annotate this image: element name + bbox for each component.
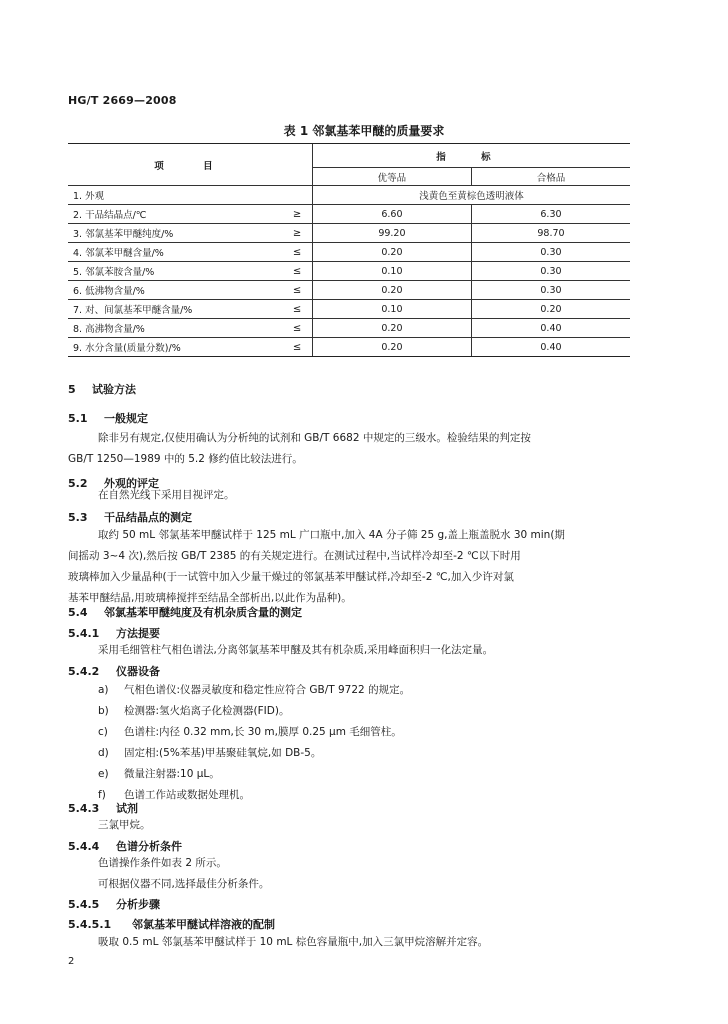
paragraph-line: 除非另有规定,仅使用确认为分析纯的试剂和 GB/T 6682 中规定的三级水。检验结果的判定按 bbox=[98, 432, 531, 444]
row-value-1: 0.10 bbox=[312, 262, 471, 281]
list-label: b) bbox=[98, 705, 109, 717]
row-item: 6. 低沸物含量/% bbox=[68, 281, 282, 300]
paragraph-line: GB/T 1250—1989 中的 5.2 修约值比较法进行。 bbox=[68, 453, 303, 465]
row-value-2: 98.70 bbox=[471, 224, 630, 243]
section-title: 邻氯基苯甲醚纯度及有机杂质含量的测定 bbox=[104, 606, 302, 619]
paragraph-line: 在自然光线下采用目视评定。 bbox=[98, 489, 235, 501]
section-5-1-heading bbox=[68, 410, 148, 426]
header-grade-1: 优等品 bbox=[312, 168, 471, 186]
header-item: 项 目 bbox=[68, 144, 312, 186]
list-text: 微量注射器:10 μL。 bbox=[124, 768, 220, 780]
row-op: ≤ bbox=[282, 262, 312, 281]
list-label: c) bbox=[98, 726, 108, 738]
table-header-row bbox=[68, 144, 630, 168]
section-title: 色谱分析条件 bbox=[116, 840, 182, 853]
table-row bbox=[68, 224, 630, 243]
row-op bbox=[282, 186, 312, 205]
row-item: 2. 干品结晶点/℃ bbox=[68, 205, 282, 224]
header-grade-2: 合格品 bbox=[471, 168, 630, 186]
row-value-2: 0.40 bbox=[471, 319, 630, 338]
row-op: ≤ bbox=[282, 319, 312, 338]
standard-code: HG/T 2669—2008 bbox=[68, 94, 177, 107]
list-text: 色谱柱:内径 0.32 mm,长 30 m,膜厚 0.25 μm 毛细管柱。 bbox=[124, 726, 402, 738]
row-value-2: 0.20 bbox=[471, 300, 630, 319]
section-number: 5.4.5 bbox=[68, 898, 100, 911]
list-item bbox=[98, 743, 321, 763]
paragraph-line: 玻璃棒加入少量晶种(于一试管中加入少量干燥过的邻氯基苯甲醚试样,冷却至-2 ℃,加入少许对氯 bbox=[68, 571, 514, 583]
row-op: ≤ bbox=[282, 338, 312, 357]
section-title: 试剂 bbox=[116, 802, 138, 815]
table-row bbox=[68, 281, 630, 300]
section-title: 方法提要 bbox=[116, 627, 160, 640]
section-title: 邻氯基苯甲醚试样溶液的配制 bbox=[132, 918, 275, 931]
table-row bbox=[68, 319, 630, 338]
section-title: 干品结晶点的测定 bbox=[104, 511, 192, 524]
table-title: 表 1 邻氯基苯甲醚的质量要求 bbox=[283, 124, 445, 138]
list-label: f) bbox=[98, 789, 106, 801]
paragraph-line: 可根据仪器不同,选择最佳分析条件。 bbox=[98, 878, 270, 890]
list-item bbox=[98, 680, 410, 700]
paragraph-line: 基苯甲醚结晶,用玻璃棒搅拌至结晶全部析出,以此作为晶种)。 bbox=[68, 592, 352, 604]
row-item: 3. 邻氯基苯甲醚纯度/% bbox=[68, 224, 282, 243]
row-value-1: 0.20 bbox=[312, 243, 471, 262]
section-5-4-heading bbox=[68, 604, 302, 620]
section-number: 5.4.1 bbox=[68, 627, 100, 640]
row-value-2: 0.40 bbox=[471, 338, 630, 357]
list-text: 固定相:(5%苯基)甲基聚硅氧烷,如 DB-5。 bbox=[124, 747, 322, 759]
section-title: 试验方法 bbox=[92, 383, 136, 396]
section-number: 5.4.3 bbox=[68, 802, 100, 815]
list-item bbox=[98, 701, 289, 721]
table-row bbox=[68, 262, 630, 281]
paragraph-line: 采用毛细管柱气相色谱法,分离邻氯基苯甲醚及其有机杂质,采用峰面积归一化法定量。 bbox=[98, 644, 494, 656]
row-op: ≥ bbox=[282, 205, 312, 224]
row-value-merged: 浅黄色至黄棕色透明液体 bbox=[312, 186, 630, 205]
row-op: ≤ bbox=[282, 281, 312, 300]
row-op: ≥ bbox=[282, 224, 312, 243]
section-title: 仪器设备 bbox=[116, 665, 160, 678]
row-item: 5. 邻氯苯胺含量/% bbox=[68, 262, 282, 281]
section-5-4-4-heading bbox=[68, 838, 182, 854]
row-value-1: 99.20 bbox=[312, 224, 471, 243]
page-number: 2 bbox=[68, 956, 75, 967]
row-value-2: 0.30 bbox=[471, 281, 630, 300]
row-value-2: 0.30 bbox=[471, 243, 630, 262]
quality-requirements-table bbox=[68, 143, 630, 357]
table-row bbox=[68, 338, 630, 357]
row-value-1: 0.20 bbox=[312, 338, 471, 357]
list-label: e) bbox=[98, 768, 109, 780]
row-item: 4. 邻氯苯甲醚含量/% bbox=[68, 243, 282, 262]
section-number: 5.3 bbox=[68, 511, 88, 524]
section-5-heading bbox=[68, 381, 136, 397]
list-text: 气相色谱仪:仪器灵敏度和稳定性应符合 GB/T 9722 的规定。 bbox=[124, 684, 411, 696]
paragraph-line: 取约 50 mL 邻氯基苯甲醚试样于 125 mL 广口瓶中,加入 4A 分子筛 25 g,盖上瓶盖脱水 30 min(期 bbox=[98, 529, 565, 541]
header-indicator: 指 标 bbox=[312, 144, 630, 168]
section-title: 一般规定 bbox=[104, 412, 148, 425]
table-row bbox=[68, 300, 630, 319]
section-5-4-2-heading bbox=[68, 663, 160, 679]
section-number: 5.2 bbox=[68, 477, 88, 490]
section-number: 5.4.5.1 bbox=[68, 918, 112, 931]
row-value-1: 6.60 bbox=[312, 205, 471, 224]
list-text: 检测器:氢火焰离子化检测器(FID)。 bbox=[124, 705, 290, 717]
row-item: 1. 外观 bbox=[68, 186, 282, 205]
list-item bbox=[98, 764, 220, 784]
section-number: 5.4 bbox=[68, 606, 88, 619]
row-item: 9. 水分含量(质量分数)/% bbox=[68, 338, 282, 357]
row-value-1: 0.20 bbox=[312, 281, 471, 300]
section-title: 外观的评定 bbox=[104, 477, 159, 490]
section-title: 分析步骤 bbox=[116, 898, 160, 911]
section-number: 5.1 bbox=[68, 412, 88, 425]
list-text: 色谱工作站或数据处理机。 bbox=[124, 789, 250, 801]
paragraph-line: 间摇动 3~4 次),然后按 GB/T 2385 的有关规定进行。在测试过程中,当试样冷却至-2 ℃以下时用 bbox=[68, 550, 521, 562]
section-5-4-1-heading bbox=[68, 625, 160, 641]
table-row bbox=[68, 243, 630, 262]
row-item: 8. 高沸物含量/% bbox=[68, 319, 282, 338]
list-item bbox=[98, 722, 402, 742]
section-5-4-3-heading bbox=[68, 800, 138, 816]
paragraph-line: 三氯甲烷。 bbox=[98, 819, 151, 831]
section-5-3-heading bbox=[68, 509, 192, 525]
paragraph-line: 吸取 0.5 mL 邻氯基苯甲醚试样于 10 mL 棕色容量瓶中,加入三氯甲烷溶解并定容。 bbox=[98, 936, 489, 948]
row-item: 7. 对、间氯基苯甲醚含量/% bbox=[68, 300, 282, 319]
row-value-1: 0.20 bbox=[312, 319, 471, 338]
section-5-4-5-1-heading bbox=[68, 916, 275, 932]
section-number: 5.4.2 bbox=[68, 665, 100, 678]
row-value-2: 6.30 bbox=[471, 205, 630, 224]
row-value-1: 0.10 bbox=[312, 300, 471, 319]
table-row bbox=[68, 205, 630, 224]
table-row bbox=[68, 186, 630, 205]
section-number: 5 bbox=[68, 383, 76, 396]
section-5-4-5-heading bbox=[68, 896, 160, 912]
row-op: ≤ bbox=[282, 243, 312, 262]
section-number: 5.4.4 bbox=[68, 840, 100, 853]
row-op: ≤ bbox=[282, 300, 312, 319]
list-label: a) bbox=[98, 684, 109, 696]
row-value-2: 0.30 bbox=[471, 262, 630, 281]
list-label: d) bbox=[98, 747, 109, 759]
paragraph-line: 色谱操作条件如表 2 所示。 bbox=[98, 857, 227, 869]
